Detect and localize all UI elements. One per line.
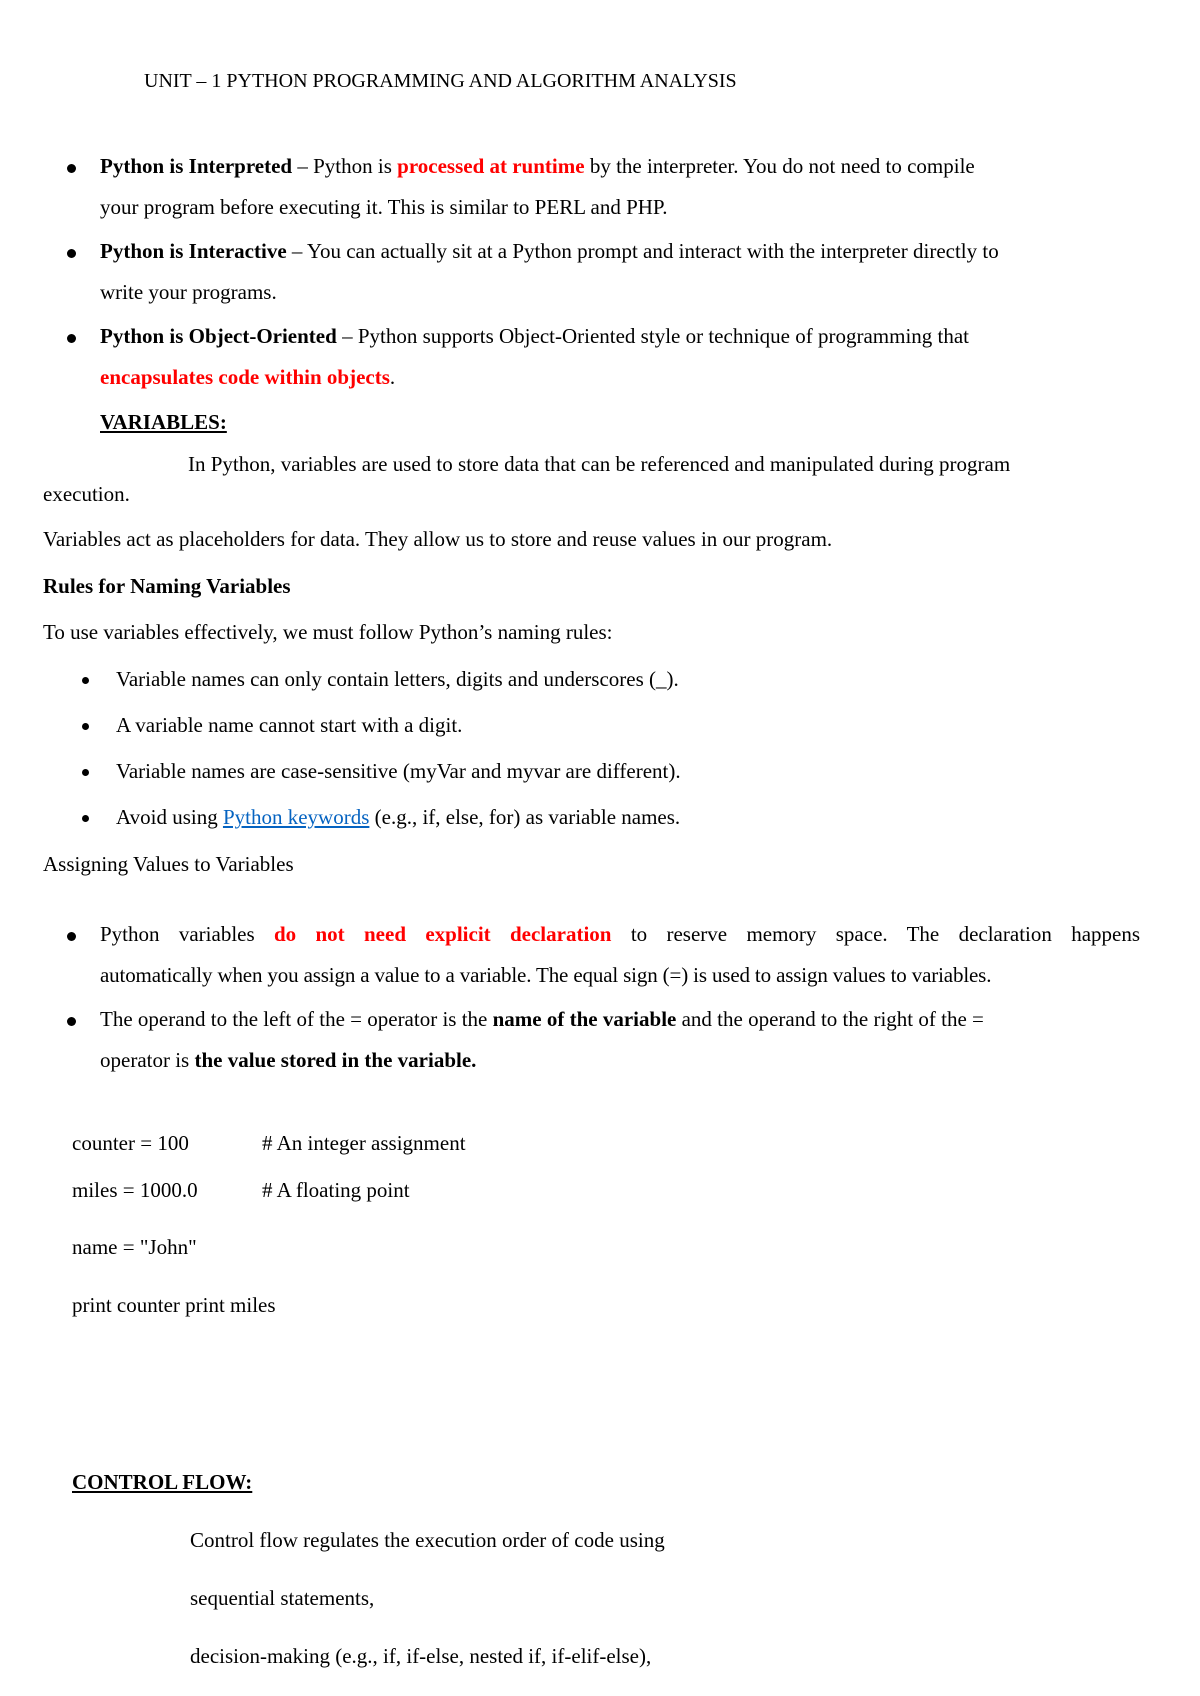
assigning-bullet1-line2: automatically when you assign a value to a variable. The equal sign (=) is used to assign values to variables. bbox=[100, 963, 992, 987]
bullet-icon bbox=[67, 334, 76, 343]
page-title: UNIT – 1 PYTHON PROGRAMMING AND ALGORITHM ANALYSIS bbox=[144, 70, 737, 92]
control-flow-line-2: sequential statements, bbox=[190, 1586, 375, 1610]
bullet-icon bbox=[82, 723, 89, 730]
bullet-icon bbox=[82, 769, 89, 776]
bullet-icon bbox=[67, 932, 76, 941]
bullet-icon bbox=[67, 249, 76, 258]
code-line-4: print counter print miles bbox=[72, 1293, 276, 1317]
feature-interpreted-line2: your program before executing it. This is similar to PERL and PHP. bbox=[100, 195, 668, 219]
bullet-icon bbox=[82, 815, 89, 822]
code-line-1: counter = 100 bbox=[72, 1131, 189, 1155]
naming-rule-1: Variable names can only contain letters, digits and underscores (_). bbox=[116, 667, 679, 691]
code-comment-1: # An integer assignment bbox=[262, 1131, 466, 1155]
variables-intro-line2: execution. bbox=[43, 482, 130, 506]
assigning-bullet2-line2: operator is the value stored in the variable. bbox=[100, 1048, 477, 1072]
highlight-text: do not need explicit declaration bbox=[273, 922, 612, 946]
feature-interpreted-line1: Python is Interpreted – Python is processed at runtime by the interpreter. You do not need to compile bbox=[100, 154, 975, 178]
highlight-text: processed at runtime bbox=[397, 154, 585, 178]
control-flow-line-1: Control flow regulates the execution order of code using bbox=[190, 1528, 665, 1552]
code-line-3: name = "John" bbox=[72, 1235, 197, 1259]
code-comment-2: # A floating point bbox=[262, 1178, 410, 1202]
highlight-text: encapsulates code within objects bbox=[100, 365, 390, 389]
variables-placeholder-text: Variables act as placeholders for data. They allow us to store and reuse values in our program. bbox=[43, 527, 833, 551]
variables-intro-line1: In Python, variables are used to store data that can be referenced and manipulated during program bbox=[188, 452, 1011, 476]
variables-heading: VARIABLES: bbox=[100, 410, 227, 434]
bullet-icon bbox=[82, 677, 89, 684]
feature-term: Python is Interpreted bbox=[100, 154, 293, 178]
control-flow-line-3: decision-making (e.g., if, if-else, nested if, if-elif-else), bbox=[190, 1644, 652, 1668]
naming-rule-3: Variable names are case-sensitive (myVar and myvar are different). bbox=[116, 759, 681, 783]
naming-rule-2: A variable name cannot start with a digit. bbox=[116, 713, 463, 737]
feature-oo-line2: encapsulates code within objects. bbox=[100, 365, 396, 389]
feature-oo-line1: Python is Object-Oriented – Python supports Object-Oriented style or technique of programming that bbox=[100, 324, 970, 348]
naming-rules-heading: Rules for Naming Variables bbox=[43, 574, 291, 598]
feature-interactive-line2: write your programs. bbox=[100, 280, 277, 304]
naming-rule-4: Avoid using Python keywords (e.g., if, else, for) as variable names. bbox=[116, 805, 681, 829]
bullet-icon bbox=[67, 164, 76, 173]
assigning-bullet2-line1: The operand to the left of the = operator is the name of the variable and the operand to the right of the = bbox=[100, 1007, 984, 1031]
assigning-bullet1-line1: Python variables do not need explicit declaration to reserve memory space. The declaration happens bbox=[100, 922, 1141, 946]
control-flow-heading: CONTROL FLOW: bbox=[72, 1470, 253, 1494]
python-keywords-link[interactable]: Python keywords bbox=[222, 805, 370, 829]
code-line-2: miles = 1000.0 bbox=[72, 1178, 198, 1202]
assigning-heading: Assigning Values to Variables bbox=[43, 852, 294, 876]
naming-rules-intro: To use variables effectively, we must follow Python’s naming rules: bbox=[43, 620, 613, 644]
bullet-icon bbox=[67, 1017, 76, 1026]
feature-term: Python is Object-Oriented bbox=[100, 324, 337, 348]
feature-interactive-line1: Python is Interactive – You can actually sit at a Python prompt and interact with the interpreter directly to bbox=[100, 239, 999, 263]
feature-term: Python is Interactive bbox=[100, 239, 287, 263]
